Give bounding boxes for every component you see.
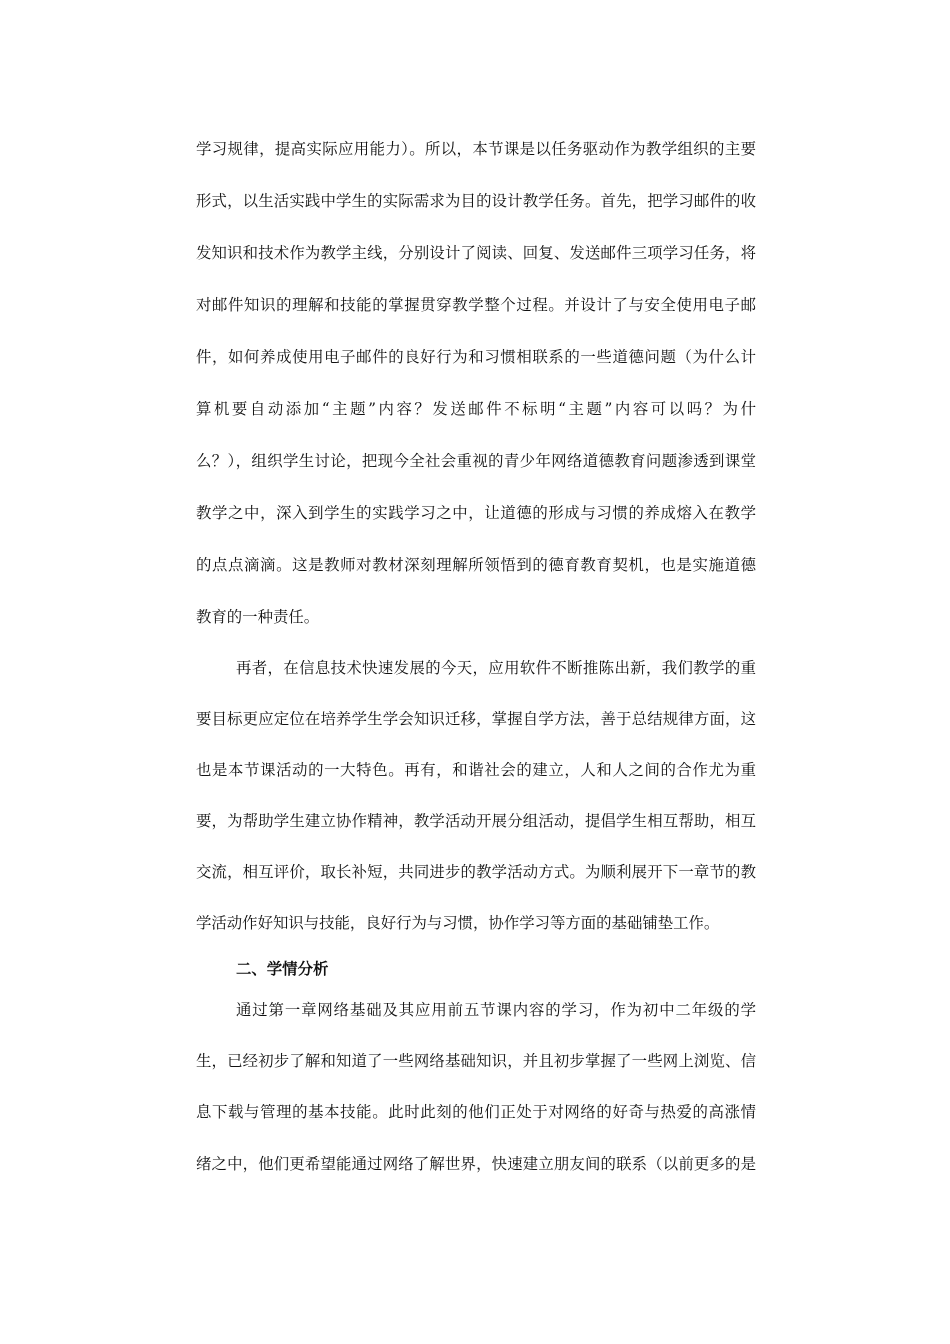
text-line: 发知识和技术作为教学主线，分别设计了阅读、回复、发送邮件三项学习任务，将 bbox=[196, 244, 756, 262]
text-line: 教学之中，深入到学生的实践学习之中，让道德的形成与习惯的养成熔入在教学 bbox=[196, 504, 756, 522]
text-line: 绪之中，他们更希望能通过网络了解世界，快速建立朋友间的联系（以前更多的是 bbox=[196, 1155, 756, 1173]
text-line: 的点点滴滴。这是教师对教材深刻理解所领悟到的德育教育契机，也是实施道德 bbox=[196, 556, 756, 574]
text-line: 学习规律，提高实际应用能力）。所以，本节课是以任务驱动作为教学组织的主要 bbox=[196, 140, 756, 158]
section-heading: 二、学情分析 bbox=[236, 960, 329, 978]
text-line: 算机要自动添加“主题”内容？发送邮件不标明“主题”内容可以吗？为什 bbox=[196, 400, 756, 418]
text-line: 也是本节课活动的一大特色。再有，和谐社会的建立，人和人之间的合作尤为重 bbox=[196, 761, 756, 779]
text-line: 教育的一种责任。 bbox=[196, 608, 320, 626]
text-line: 交流，相互评价，取长补短，共同进步的教学活动方式。为顺利展开下一章节的教 bbox=[196, 863, 756, 881]
text-line: 件，如何养成使用电子邮件的良好行为和习惯相联系的一些道德问题（为什么计 bbox=[196, 348, 756, 366]
text-line: 么？），组织学生讨论，把现今全社会重视的青少年网络道德教育问题渗透到课堂 bbox=[196, 452, 756, 470]
text-line: 再者，在信息技术快速发展的今天，应用软件不断推陈出新，我们教学的重 bbox=[236, 659, 756, 677]
text-line: 息下载与管理的基本技能。此时此刻的他们正处于对网络的好奇与热爱的高涨情 bbox=[196, 1103, 756, 1121]
text-line: 对邮件知识的理解和技能的掌握贯穿教学整个过程。并设计了与安全使用电子邮 bbox=[196, 296, 756, 314]
text-line: 生，已经初步了解和知道了一些网络基础知识，并且初步掌握了一些网上浏览、信 bbox=[196, 1052, 756, 1070]
text-line: 通过第一章网络基础及其应用前五节课内容的学习，作为初中二年级的学 bbox=[236, 1001, 756, 1019]
text-line: 形式，以生活实践中学生的实际需求为目的设计教学任务。首先，把学习邮件的收 bbox=[196, 192, 756, 210]
text-line: 要，为帮助学生建立协作精神，教学活动开展分组活动，提倡学生相互帮助，相互 bbox=[196, 812, 756, 830]
text-line: 学活动作好知识与技能，良好行为与习惯，协作学习等方面的基础铺垫工作。 bbox=[196, 914, 720, 932]
text-line: 要目标更应定位在培养学生学会知识迁移，掌握自学方法，善于总结规律方面，这 bbox=[196, 710, 756, 728]
